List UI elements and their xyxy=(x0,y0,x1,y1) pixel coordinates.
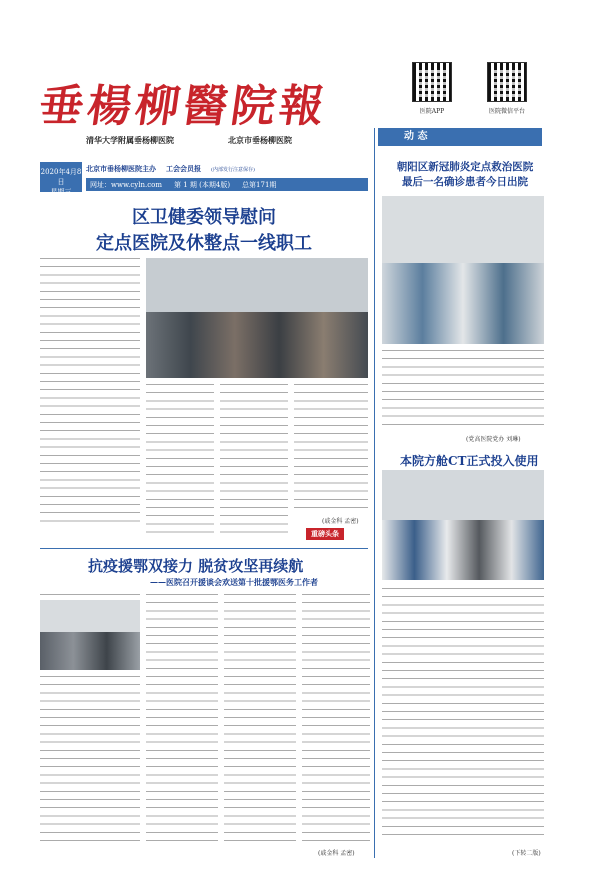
issue-info-bar xyxy=(86,162,368,176)
issue-date-box xyxy=(40,162,82,196)
right1-title-line1: 朝阳区新冠肺炎定点救治医院 xyxy=(396,161,534,173)
column-divider xyxy=(374,128,375,858)
right2-continue: (下转二版) xyxy=(512,850,541,857)
issue-date: 2020年4月8日 xyxy=(40,168,82,186)
lead-photo xyxy=(146,258,368,378)
lead-body-col1 xyxy=(40,258,140,528)
second-body-col4 xyxy=(302,594,370,842)
wechat-qr-label: 医院微信平台 xyxy=(488,108,525,115)
issue-weekday: 星期三 xyxy=(50,188,72,196)
right1-byline: (党高医院党办 刘琳) xyxy=(466,436,521,443)
right1-photo xyxy=(382,196,544,344)
issue-number: 第 1 期 (本期4版) xyxy=(174,180,231,189)
lead-headline xyxy=(40,205,368,257)
member-label: 工会会员报 xyxy=(166,164,201,173)
second-subtitle: ——医院召开援谈会欢送第十批援鄂医务工作者 xyxy=(150,577,318,587)
section-tag: 动 态 xyxy=(378,128,542,146)
masthead-title: 垂楊柳醫院報 xyxy=(35,81,331,132)
right2-body xyxy=(382,588,544,842)
right1-headline xyxy=(390,160,540,190)
right2-photo xyxy=(382,470,544,580)
member-note: (内部发行注意保存) xyxy=(211,166,255,173)
second-body-col2 xyxy=(146,594,218,846)
lead-title-line1: 区卫健委领导慰问 xyxy=(132,207,276,228)
section-divider xyxy=(40,548,368,549)
second-byline: (戚金科 孟密) xyxy=(318,850,355,857)
total-number: 总第171期 xyxy=(242,180,277,189)
right1-body xyxy=(382,350,544,428)
app-qr-label: 医院APP xyxy=(419,108,445,115)
app-qr-code[interactable] xyxy=(412,62,452,102)
lead-body-col4 xyxy=(294,384,368,512)
wechat-qr-code[interactable] xyxy=(487,62,527,102)
right1-title-line2: 最后一名确诊患者今日出院 xyxy=(402,176,528,188)
lead-body-col3 xyxy=(220,384,288,534)
lead-tag: 重磅头条 xyxy=(306,528,344,540)
second-photo xyxy=(40,600,140,670)
right2-headline: 本院方舱CT正式投入使用 xyxy=(400,454,539,468)
sponsor: 北京市垂杨柳医院主办 xyxy=(86,164,156,173)
second-headline: 抗疫援鄂双接力 脱贫攻坚再续航 xyxy=(88,557,304,575)
second-body-col1 xyxy=(40,676,140,846)
second-body-col3 xyxy=(224,594,296,846)
website: 网址：www.cyln.com xyxy=(90,180,162,189)
issue-meta-bar xyxy=(86,178,368,191)
hospital-name-2: 北京市垂杨柳医院 xyxy=(228,135,292,145)
lead-title-line2: 定点医院及休整点一线职工 xyxy=(96,233,312,254)
lead-byline: (戚金科 孟密) xyxy=(322,518,359,525)
lead-body-col2 xyxy=(146,384,214,534)
hospital-name-1: 清华大学附属垂杨柳医院 xyxy=(86,135,174,145)
